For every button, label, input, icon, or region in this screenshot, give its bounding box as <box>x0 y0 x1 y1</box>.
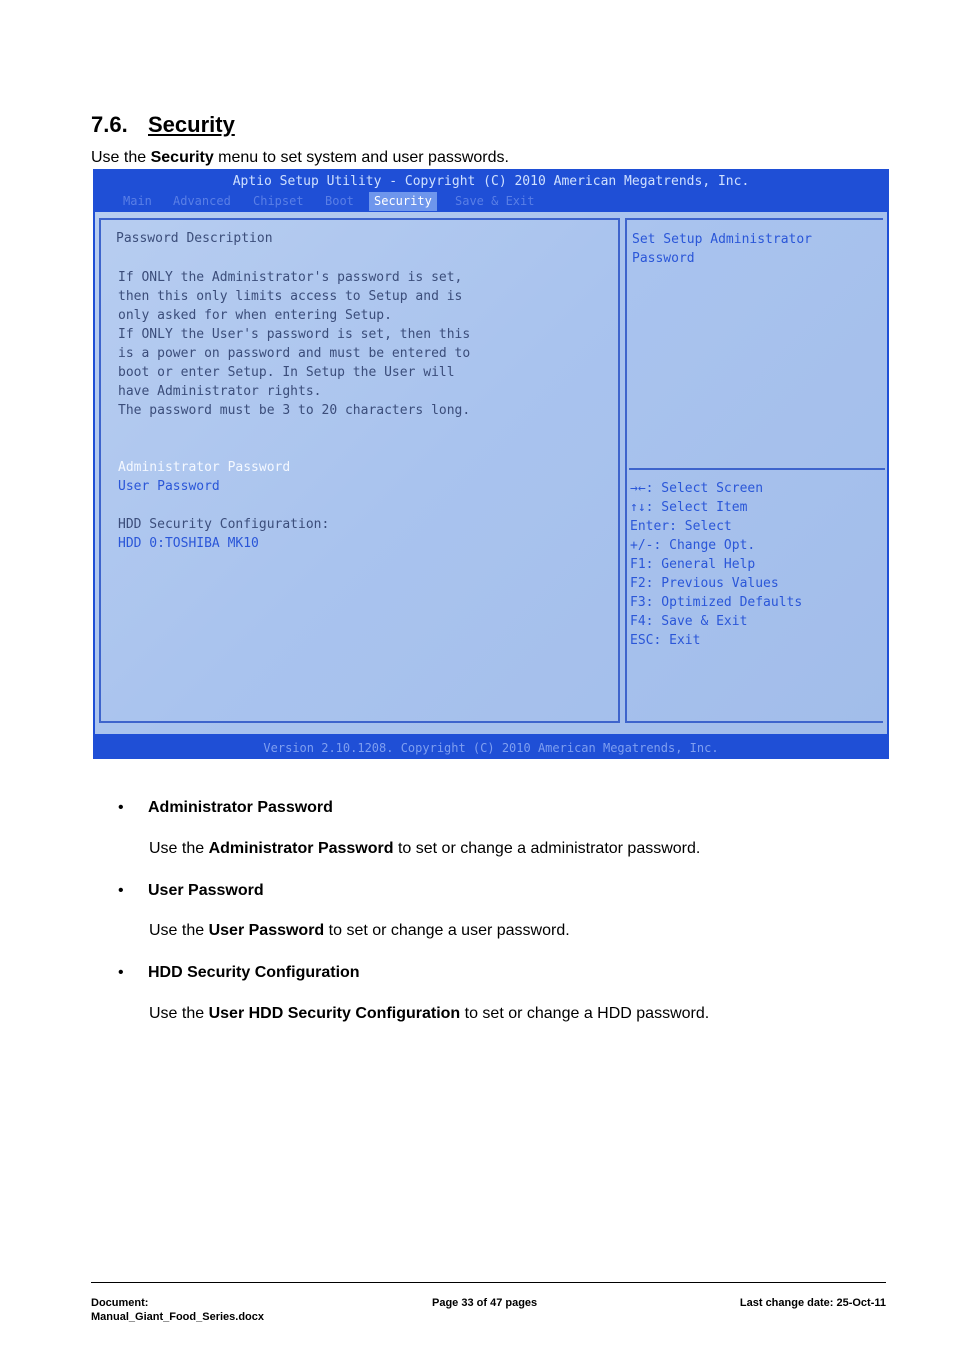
bullet-icon: • <box>118 799 124 816</box>
body-text-end: to set or change a HDD password. <box>460 1005 710 1022</box>
administrator-password-option[interactable]: Administrator Password <box>118 460 291 475</box>
key-hint-f4: F4: Save & Exit <box>630 614 748 629</box>
bios-title: Aptio Setup Utility - Copyright (C) 2010 American Megatrends, Inc. <box>232 174 750 189</box>
body-bold: User Password <box>208 922 325 939</box>
key-hint-select-screen: →←: Select Screen <box>630 481 764 496</box>
hdd-item-option[interactable]: HDD 0:TOSHIBA MK10 <box>118 536 259 551</box>
footer-last-change: Last change date: 25-Oct-11 <box>739 1297 886 1309</box>
bullet-hdd-security <box>118 964 360 982</box>
intro-text-end: menu to set system and user passwords. <box>213 149 509 166</box>
footer-rule <box>91 1282 886 1283</box>
password-description-line: boot or enter Setup. In Setup the User will <box>118 365 455 380</box>
section-intro <box>91 149 509 167</box>
footer-document-name: Manual_Giant_Food_Series.docx <box>91 1311 264 1323</box>
password-description-line: then this only limits access to Setup and is <box>118 289 463 304</box>
help-text-line: Password <box>632 251 695 266</box>
bullet-icon: • <box>118 882 124 899</box>
bullet-label: Administrator Password <box>148 799 333 816</box>
password-description-line: If ONLY the User's password is set, then this <box>118 327 471 342</box>
help-text-line: Set Setup Administrator <box>632 232 813 247</box>
intro-text: Use the <box>91 149 151 166</box>
body-text: Use the <box>149 840 209 857</box>
body-bold: User HDD Security Configuration <box>208 1005 461 1022</box>
section-heading <box>91 112 235 138</box>
footer-page-number: Page 33 of 47 pages <box>432 1297 538 1309</box>
key-hint-f1: F1: General Help <box>630 557 756 572</box>
key-hint-enter: Enter: Select <box>630 519 732 534</box>
section-number: 7.6. <box>91 112 128 137</box>
bullet-label: User Password <box>148 882 264 899</box>
body-text-end: to set or change a user password. <box>324 922 570 939</box>
bios-footer: Version 2.10.1208. Copyright (C) 2010 American Megatrends, Inc. <box>93 738 889 759</box>
key-hint-f2: F2: Previous Values <box>630 576 779 591</box>
bios-main-panel <box>95 212 887 734</box>
password-description-heading: Password Description <box>116 231 273 246</box>
bios-screenshot <box>93 169 889 759</box>
hdd-security-header: HDD Security Configuration: <box>118 517 330 532</box>
password-description-line: The password must be 3 to 20 characters long. <box>118 403 471 418</box>
body-text-end: to set or change a administrator password. <box>393 840 701 857</box>
body-bold: Administrator Password <box>208 840 394 857</box>
bullet-description <box>149 922 570 940</box>
bullet-user-password <box>118 882 264 900</box>
intro-bold: Security <box>150 149 214 166</box>
password-description-line: only asked for when entering Setup. <box>118 308 392 323</box>
body-text: Use the <box>149 922 209 939</box>
key-hint-esc: ESC: Exit <box>630 633 701 648</box>
footer-document-label: Document: <box>91 1297 149 1309</box>
password-description-line: If ONLY the Administrator's password is set, <box>118 270 463 285</box>
bullet-description <box>149 1005 709 1023</box>
password-description-line: is a power on password and must be entered to <box>118 346 471 361</box>
bullet-icon: • <box>118 964 124 981</box>
bullet-label: HDD Security Configuration <box>148 964 360 981</box>
key-hint-f3: F3: Optimized Defaults <box>630 595 803 610</box>
tab-security[interactable]: Security <box>369 192 437 211</box>
bullet-administrator-password <box>118 799 333 817</box>
tab-save-exit[interactable]: Save & Exit <box>455 194 535 208</box>
tab-advanced[interactable]: Advanced <box>173 194 231 208</box>
key-hint-select-item: ↑↓: Select Item <box>630 500 748 515</box>
body-text: Use the <box>149 1005 209 1022</box>
bios-help-divider <box>629 468 885 470</box>
key-hint-change-opt: +/-: Change Opt. <box>630 538 756 553</box>
user-password-option[interactable]: User Password <box>118 479 220 494</box>
tab-boot[interactable]: Boot <box>325 194 354 208</box>
bios-tab-bar <box>93 193 889 210</box>
password-description-line: have Administrator rights. <box>118 384 322 399</box>
tab-chipset[interactable]: Chipset <box>253 194 304 208</box>
section-title: Security <box>148 112 235 137</box>
bullet-description <box>149 840 700 858</box>
tab-main[interactable]: Main <box>123 194 152 208</box>
